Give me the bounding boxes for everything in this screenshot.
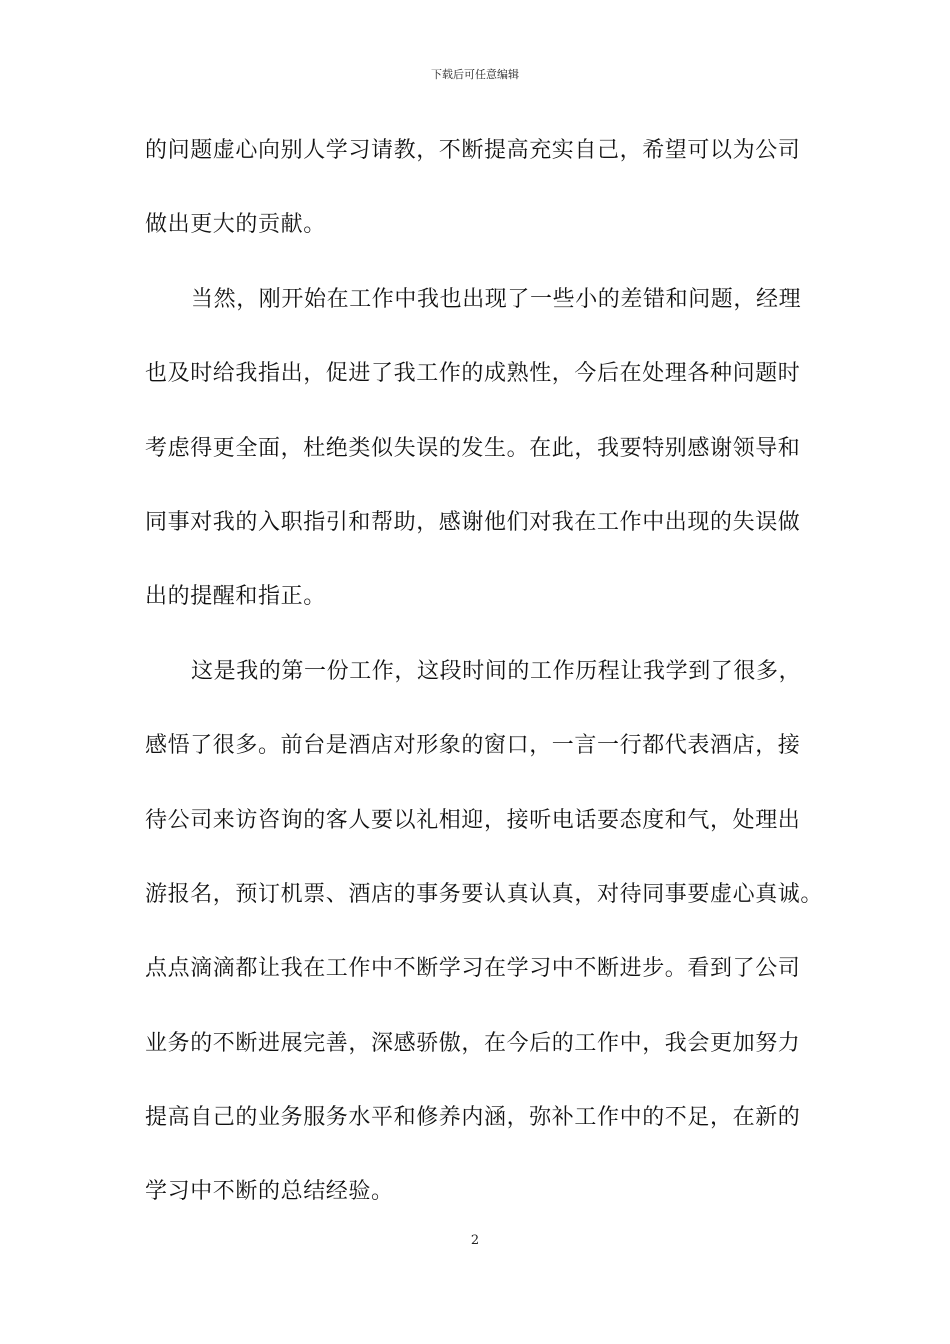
text-line: 点点滴滴都让我在工作中不断学习在学习中不断进步。看到了公司	[145, 956, 801, 982]
document-body	[145, 128, 825, 1244]
text-line: 学习中不断的总结经验。	[145, 1179, 394, 1205]
text-line: 考虑得更全面，杜绝类似失误的发生。在此，我要特别感谢领导和	[145, 435, 801, 461]
paragraph-start-line: 这是我的第一份工作，这段时间的工作历程让我学到了很多，	[191, 658, 802, 684]
text-line: 业务的不断进展完善，深感骄傲，在今后的工作中，我会更加努力	[145, 1030, 801, 1056]
page-number: 2	[470, 1233, 480, 1248]
text-line: 待公司来访咨询的客人要以礼相迎，接听电话要态度和气，处理出	[145, 807, 801, 833]
text-line: 出的提醒和指正。	[145, 584, 326, 610]
text-line: 同事对我的入职指引和帮助，感谢他们对我在工作中出现的失误做	[145, 509, 801, 535]
page-header: 下载后可任意编辑	[431, 68, 519, 81]
text-line: 做出更大的贡献。	[145, 212, 326, 238]
text-line: 游报名，预订机票、酒店的事务要认真认真，对待同事要虚心真诚。	[145, 881, 824, 907]
paragraph-start-line: 当然，刚开始在工作中我也出现了一些小的差错和问题，经理	[191, 286, 802, 312]
text-line: 也及时给我指出，促进了我工作的成熟性，今后在处理各种问题时	[145, 361, 801, 387]
text-line: 的问题虚心向别人学习请教，不断提高充实自己，希望可以为公司	[145, 138, 801, 163]
text-line: 感悟了很多。前台是酒店对形象的窗口，一言一行都代表酒店，接	[145, 733, 801, 759]
text-line: 提高自己的业务服务水平和修养内涵，弥补工作中的不足，在新的	[145, 1105, 801, 1131]
